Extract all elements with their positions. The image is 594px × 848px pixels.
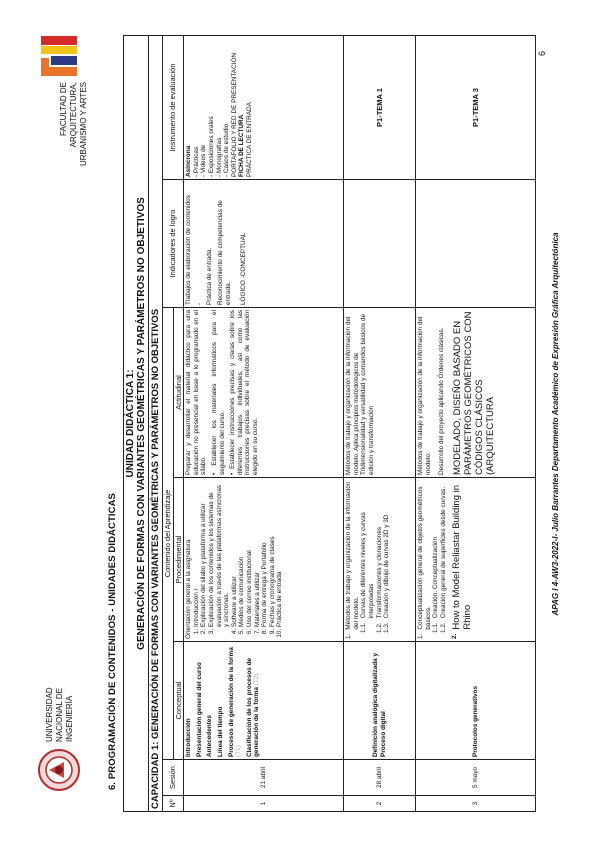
table-row [344,35,416,811]
page-number: 6 [537,50,547,56]
document-page [37,36,560,812]
col-actitudinal: Actitudinal [173,308,184,478]
row-num: 3 [416,796,536,812]
col-indicadores: Indicadores de logro [163,180,184,308]
row-num: 1 [184,796,344,812]
section-title: 6. PROGRAMACIÓN DE CONTENIDOS - UNIDADES DIDÁCTICAS [107,493,118,790]
row-instrumento: P1-TEMA 1 [344,35,416,179]
row-conceptual: Introducción Presentación general del curso Antecedentes Línea del tiempo Procesos de generación de la forma (T1) Clasificación de los procesos de generación de la forma (T2) [184,642,344,760]
col-num: Nº [163,796,184,812]
university-seal-logo [37,748,81,792]
row-instrumento: P1-TEMA 3 [416,35,536,179]
didactic-units-table [123,35,536,812]
row-actitudinal: Métodos de trabajo y organización de la información del modelo. Aplica principios metodológicos de Tridimensionalidad y versatilidad y comandos básicos de edición y transformación [344,308,416,478]
row-indicadores: Trabajos de elaboración de contenidos - Práctica de entrada. Reconocimiento de competencias de entrada. LÓGICO -CONCEPTUAL [184,180,344,308]
footer-text: APAG I 4-AW3-2022-I- Julio Barrantes Departamento Académico de Expresión Gráfica Arquitectónica [551,232,560,616]
col-procedimental: Procedimental [173,478,184,642]
table-row [184,35,344,811]
row-conceptual: Definición analógica digitalizada y Proceso digital [344,642,416,760]
col-conceptual: Conceptual [173,642,184,760]
faculty-name: FACULTAD DE ARQUITECTURA, URBANISMO Y ARTES [59,82,88,167]
row-procedimental: 1. Métodos de trabajo y organización de la información del modelo. 1.1. Curvas de diferentes niveles y curvas interpoladas 1.2. Transformaciones y clonaciones 1.3. Creación y dibujo de curvas 2D y 3D [344,478,416,642]
capacity-title: CAPACIDAD 1: GENERACIÓN DE FORMAS CON VARIANTES GEOMÉTRICAS Y PARÁMETROS NO OBJETIVOS [149,35,163,811]
row-procedimental: Orientación general a la asignatura 1. Introducción / 2. Explicación del silabo y plataforma a utilizar 3. Explicación de los contenidos y los sistemas de evaluación a través de las plataformas asíncronas y síncronas. 4. Software a utilizar 5. Medios de comunicación 6. Uso del correo institucional 7. Materiales a utilizar 8. Forma de entrega y Portafolio 9. Fechas y cronograma de clases 10. Práctica de entrada [184,478,344,642]
col-session: Sesión [163,760,184,796]
faua-logo [37,36,81,76]
row-indicadores [416,180,536,308]
row-session: 21 abril [184,760,344,796]
row-actitudinal: Preparar y desarrollar el material didáctico para una educación no presencial en base a lo programado en el sílabo. • Establecer los materiales informáticos para el seguimiento del curso. • Establecer instrucciones precisas y claras sobre los diferentes trabajos individuales, así como las instrucciones precisas sobre el método de evaluación elegido en su curso. [184,308,344,478]
row-indicadores [344,180,416,308]
row-conceptual: Protocolos generativos [416,642,536,760]
university-name: UNIVERSIDAD NACIONAL DE INGENIERÍA [45,687,74,742]
row-instrumento: Asíncrona - Prácticas - Videos de - Exposiciones orales - Monografías - Casos de estudio PORTAFOLIO Y RED DE PRESENTACIÓN FICHA DE LECTURA PRÁCTICA DE ENTRADA [184,35,344,179]
row-session: 5 mayo [416,760,536,796]
unit-subtitle: GENERACIÓN DE FORMAS CON VARIANTES GEOMÉTRICAS Y PARÁMETROS NO OBJETIVOS [136,197,147,650]
row-num: 2 [344,796,416,812]
table-row [416,35,536,811]
col-instrumento: Instrumento de evaluación [163,35,184,179]
row-actitudinal: Métodos de trabajo y organización de la información del modelo. Desarrollo del proyecto aplicando Órdenes clásicas. MODELADO, DISEÑO BASADO EN PARÁMETROS GEOMÉTRICOS CON CÓDIGOS CLÁSICOS (ARQUITECTURA [416,308,536,478]
unit-title-row [124,35,149,811]
row-procedimental: 1. Conceptualización general de objetos geométricos básicos. 1.1. Creación. Conceptualización 1.2. Creación general de superficies desde curvas. 2. How to Model Reliastar Building in Rhino [416,478,536,642]
row-session: 28 abril [344,760,416,796]
unit-title: UNIDAD DIDÁCTICA 1: [125,369,136,478]
col-contenido: Contenido del Aprendizaje [163,308,174,760]
